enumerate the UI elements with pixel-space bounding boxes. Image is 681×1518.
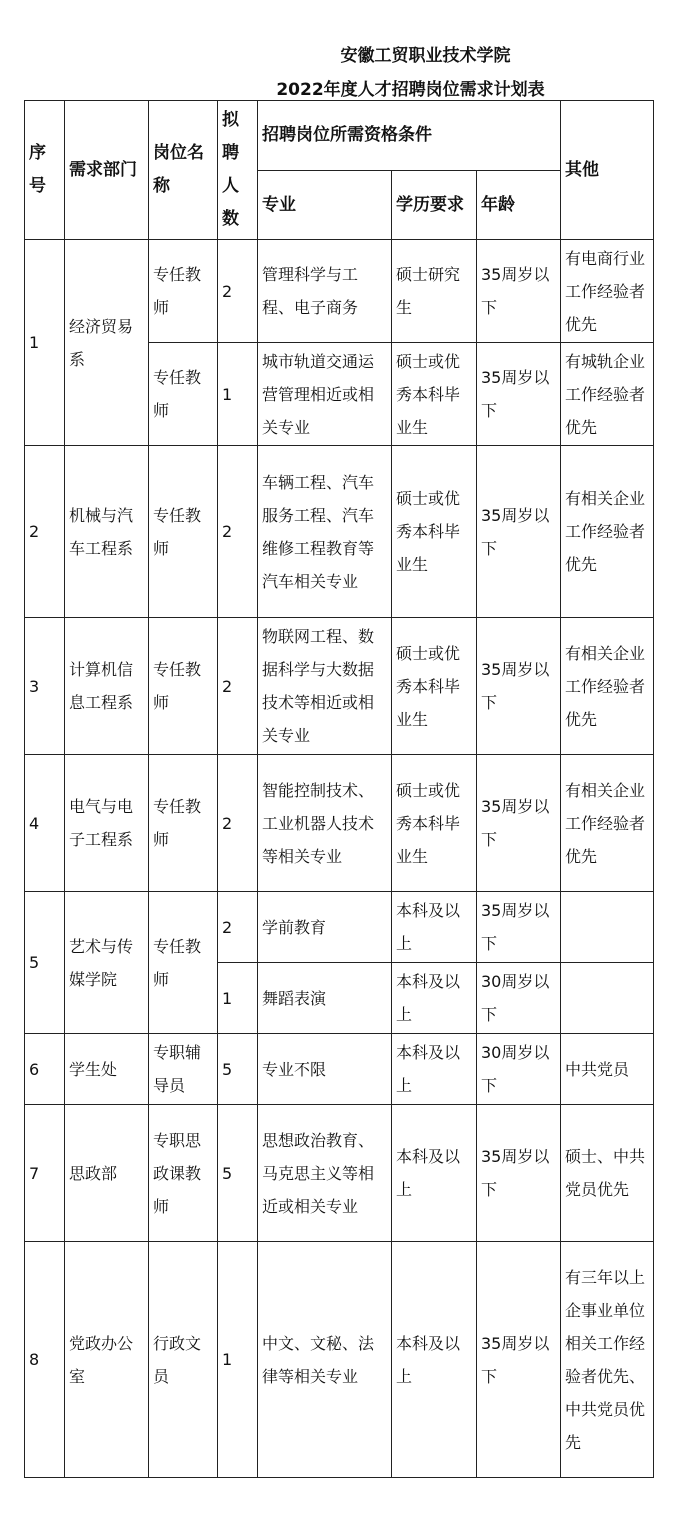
- cell-other: 有三年以上企事业单位相关工作经验者优先、中共党员优先: [561, 1242, 654, 1478]
- header-age: 年龄: [477, 171, 561, 240]
- cell-age: 35周岁以下: [477, 618, 561, 755]
- cell-seq: 7: [25, 1105, 65, 1242]
- cell-seq: 2: [25, 446, 65, 618]
- cell-count: 5: [218, 1105, 258, 1242]
- cell-other: 有相关企业工作经验者优先: [561, 618, 654, 755]
- header-count: 拟聘人数: [218, 101, 258, 240]
- cell-other: [561, 892, 654, 963]
- cell-major: 中文、文秘、法律等相关专业: [258, 1242, 392, 1478]
- cell-other: [561, 963, 654, 1034]
- cell-count: 1: [218, 1242, 258, 1478]
- cell-edu: 硕士或优秀本科毕业生: [392, 343, 477, 446]
- cell-other: 中共党员: [561, 1034, 654, 1105]
- cell-dept: 机械与汽车工程系: [65, 446, 149, 618]
- cell-major: 学前教育: [258, 892, 392, 963]
- cell-major: 物联网工程、数据科学与大数据技术等相近或相关专业: [258, 618, 392, 755]
- cell-edu: 硕士或优秀本科毕业生: [392, 446, 477, 618]
- cell-post: 专职思政课教师: [149, 1105, 218, 1242]
- cell-count: 2: [218, 446, 258, 618]
- cell-dept: 学生处: [65, 1034, 149, 1105]
- cell-post: 专任教师: [149, 618, 218, 755]
- cell-other: 有电商行业工作经验者优先: [561, 240, 654, 343]
- document-subtitle: 2022年度人才招聘岗位需求计划表: [276, 80, 545, 100]
- cell-major: 智能控制技术、工业机器人技术等相关专业: [258, 755, 392, 892]
- cell-dept: 电气与电子工程系: [65, 755, 149, 892]
- header-seq: 序号: [25, 101, 65, 240]
- cell-edu: 硕士研究生: [392, 240, 477, 343]
- cell-edu: 硕士或优秀本科毕业生: [392, 755, 477, 892]
- cell-major: 管理科学与工程、电子商务: [258, 240, 392, 343]
- cell-dept: 艺术与传媒学院: [65, 892, 149, 1034]
- cell-other: 有城轨企业工作经验者优先: [561, 343, 654, 446]
- cell-age: 35周岁以下: [477, 446, 561, 618]
- cell-seq: 3: [25, 618, 65, 755]
- cell-dept: 思政部: [65, 1105, 149, 1242]
- cell-count: 1: [218, 343, 258, 446]
- header-dept: 需求部门: [65, 101, 149, 240]
- cell-edu: 本科及以上: [392, 1105, 477, 1242]
- cell-edu: 本科及以上: [392, 1034, 477, 1105]
- document-title: 安徽工贸职业技术学院: [340, 46, 511, 66]
- cell-count: 2: [218, 892, 258, 963]
- cell-count: 2: [218, 755, 258, 892]
- cell-count: 5: [218, 1034, 258, 1105]
- cell-seq: 5: [25, 892, 65, 1034]
- cell-major: 舞蹈表演: [258, 963, 392, 1034]
- cell-seq: 6: [25, 1034, 65, 1105]
- cell-age: 30周岁以下: [477, 1034, 561, 1105]
- table-row: [25, 1034, 654, 1105]
- cell-major: 思想政治教育、马克思主义等相近或相关专业: [258, 1105, 392, 1242]
- table-row: [25, 892, 654, 963]
- cell-edu: 本科及以上: [392, 892, 477, 963]
- cell-dept: 党政办公室: [65, 1242, 149, 1478]
- cell-edu: 本科及以上: [392, 963, 477, 1034]
- cell-post: 专任教师: [149, 343, 218, 446]
- cell-post: 专任教师: [149, 755, 218, 892]
- table-row: [25, 755, 654, 892]
- header-edu: 学历要求: [392, 171, 477, 240]
- cell-seq: 8: [25, 1242, 65, 1478]
- table-row: [25, 618, 654, 755]
- cell-other: 有相关企业工作经验者优先: [561, 446, 654, 618]
- cell-age: 35周岁以下: [477, 343, 561, 446]
- cell-age: 35周岁以下: [477, 892, 561, 963]
- table-row: [25, 240, 654, 343]
- table-row: [25, 1105, 654, 1242]
- table-row: [25, 446, 654, 618]
- cell-age: 30周岁以下: [477, 963, 561, 1034]
- header-post: 岗位名称: [149, 101, 218, 240]
- cell-post: 专任教师: [149, 892, 218, 1034]
- cell-age: 35周岁以下: [477, 1105, 561, 1242]
- cell-count: 1: [218, 963, 258, 1034]
- cell-dept: 经济贸易系: [65, 240, 149, 446]
- cell-age: 35周岁以下: [477, 755, 561, 892]
- cell-edu: 硕士或优秀本科毕业生: [392, 618, 477, 755]
- cell-other: 硕士、中共党员优先: [561, 1105, 654, 1242]
- cell-age: 35周岁以下: [477, 1242, 561, 1478]
- cell-edu: 本科及以上: [392, 1242, 477, 1478]
- cell-post: 专任教师: [149, 240, 218, 343]
- cell-seq: 4: [25, 755, 65, 892]
- table-row: [25, 1242, 654, 1478]
- cell-count: 2: [218, 618, 258, 755]
- header-major: 专业: [258, 171, 392, 240]
- cell-other: 有相关企业工作经验者优先: [561, 755, 654, 892]
- cell-age: 35周岁以下: [477, 240, 561, 343]
- cell-count: 2: [218, 240, 258, 343]
- cell-seq: 1: [25, 240, 65, 446]
- header-qualifications: 招聘岗位所需资格条件: [258, 101, 561, 171]
- table-header-row: [25, 101, 654, 171]
- cell-post: 专任教师: [149, 446, 218, 618]
- header-other: 其他: [561, 101, 654, 240]
- cell-post: 行政文员: [149, 1242, 218, 1478]
- cell-post: 专职辅导员: [149, 1034, 218, 1105]
- cell-major: 车辆工程、汽车服务工程、汽车维修工程教育等汽车相关专业: [258, 446, 392, 618]
- cell-dept: 计算机信息工程系: [65, 618, 149, 755]
- recruitment-table: [24, 100, 654, 1478]
- cell-major: 城市轨道交通运营管理相近或相关专业: [258, 343, 392, 446]
- cell-major: 专业不限: [258, 1034, 392, 1105]
